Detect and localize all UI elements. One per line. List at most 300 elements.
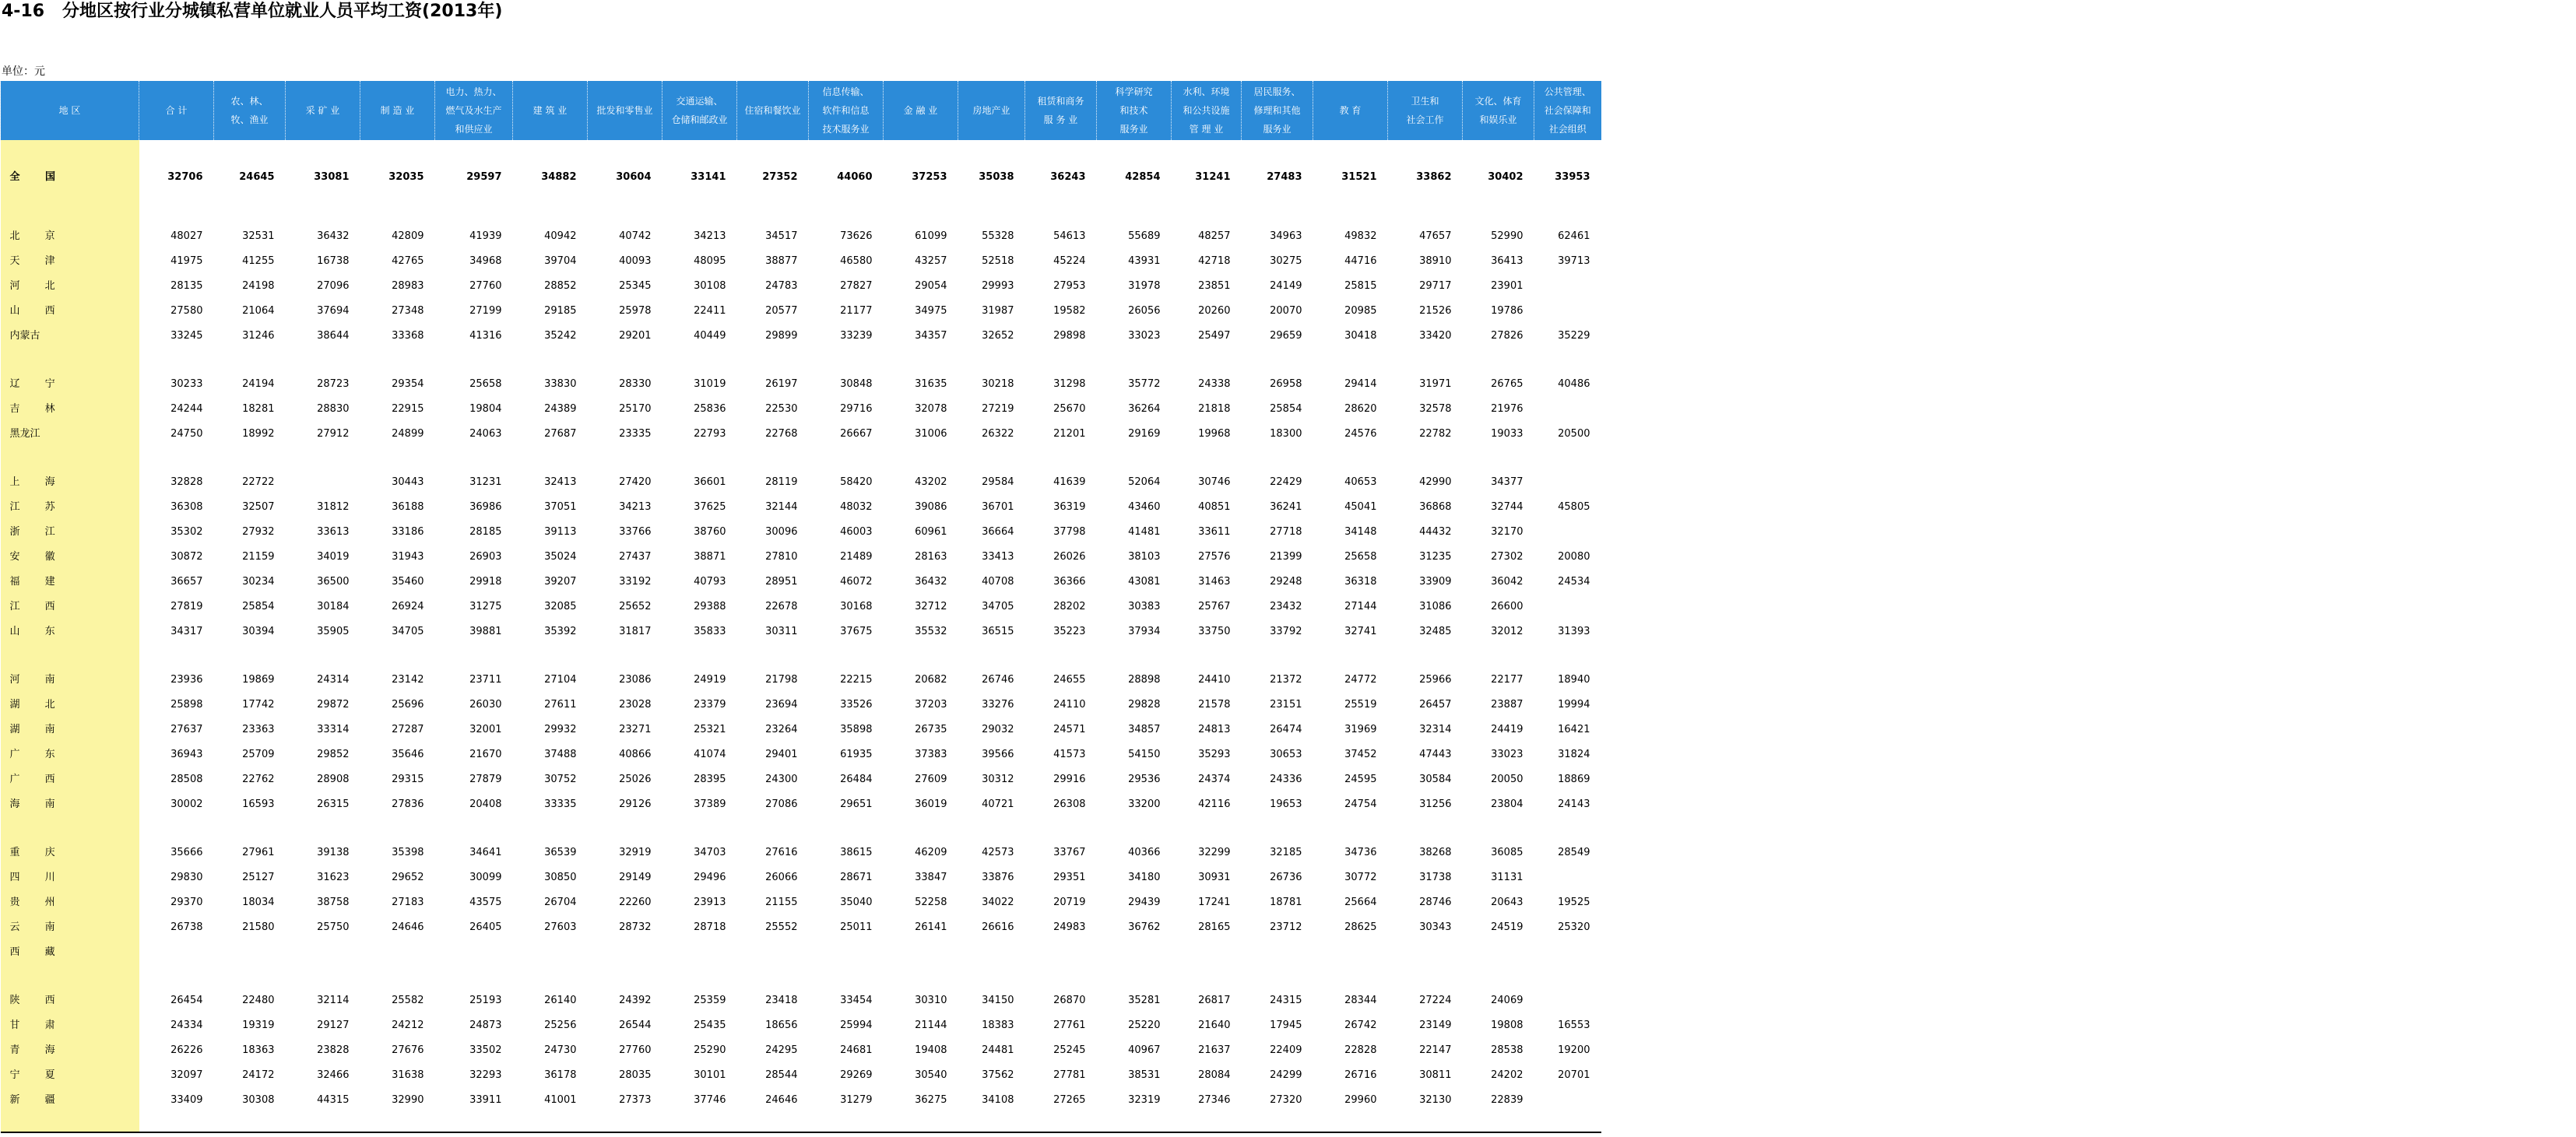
value-cell: 33023 — [1128, 330, 1161, 342]
value-cell: 23694 — [765, 699, 798, 711]
value-cell: 46580 — [840, 255, 873, 267]
value-cell: 40721 — [982, 798, 1014, 810]
value-cell: 36241 — [1270, 501, 1302, 513]
value-cell: 26056 — [1128, 305, 1161, 317]
table-row — [1, 865, 1601, 890]
value-cell: 20500 — [1558, 428, 1590, 440]
value-cell: 29828 — [1128, 699, 1161, 711]
value-cell: 27287 — [392, 724, 424, 735]
table-row — [1, 249, 1601, 274]
value-cell: 34377 — [1491, 476, 1523, 488]
value-cell: 24646 — [392, 921, 424, 933]
value-cell: 24646 — [765, 1094, 798, 1106]
value-cell: 25664 — [1344, 897, 1377, 908]
value-cell: 27348 — [392, 305, 424, 317]
table-row — [1, 767, 1601, 792]
value-cell: 18281 — [242, 403, 275, 415]
value-cell: 24873 — [469, 1019, 502, 1031]
value-cell: 25320 — [1558, 921, 1590, 933]
value-cell: 30772 — [1344, 872, 1377, 883]
value-cell: 29898 — [1053, 330, 1086, 342]
value-cell: 25994 — [840, 1019, 873, 1031]
value-cell: 24069 — [1491, 995, 1523, 1006]
value-cell — [884, 940, 958, 965]
value-cell: 37798 — [1053, 526, 1086, 538]
value-cell: 31393 — [1558, 626, 1590, 637]
value-cell: 33335 — [544, 798, 577, 810]
value-cell: 31738 — [1419, 872, 1452, 883]
value-cell: 33276 — [982, 699, 1014, 711]
value-cell: 31635 — [915, 378, 947, 390]
value-cell: 26226 — [170, 1044, 203, 1056]
value-cell: 32078 — [915, 403, 947, 415]
value-cell: 29717 — [1419, 280, 1452, 292]
value-cell: 34317 — [170, 626, 203, 637]
value-cell: 34357 — [915, 330, 947, 342]
value-cell: 44432 — [1419, 526, 1452, 538]
value-cell: 17241 — [1198, 897, 1231, 908]
value-cell: 27302 — [1491, 551, 1523, 563]
value-cell: 29414 — [1344, 378, 1377, 390]
value-cell: 29370 — [170, 897, 203, 908]
value-cell: 40866 — [619, 749, 652, 760]
value-cell: 27096 — [317, 280, 350, 292]
value-cell: 23828 — [317, 1044, 350, 1056]
value-cell: 24571 — [1053, 724, 1086, 735]
value-cell: 24143 — [1558, 798, 1590, 810]
value-cell: 29032 — [982, 724, 1014, 735]
value-cell: 16593 — [242, 798, 275, 810]
value-cell: 44060 — [837, 171, 873, 183]
value-cell: 48095 — [694, 255, 726, 267]
value-cell: 30218 — [982, 378, 1014, 390]
value-cell: 28908 — [317, 774, 350, 785]
value-cell: 30811 — [1419, 1069, 1452, 1081]
value-cell: 27420 — [619, 476, 652, 488]
value-cell: 24681 — [840, 1044, 873, 1056]
spacer-row — [1, 447, 1601, 470]
value-cell: 54150 — [1128, 749, 1161, 760]
value-cell: 36868 — [1419, 501, 1452, 513]
value-cell: 39207 — [544, 576, 577, 588]
value-cell: 21818 — [1198, 403, 1231, 415]
value-cell: 33502 — [469, 1044, 502, 1056]
value-cell: 19968 — [1198, 428, 1231, 440]
column-header: 居民服务、 修理和其他 服务业 — [1242, 81, 1313, 140]
value-cell: 25193 — [469, 995, 502, 1006]
value-cell: 36019 — [915, 798, 947, 810]
value-cell: 19033 — [1491, 428, 1523, 440]
value-cell: 37488 — [544, 749, 577, 760]
value-cell: 22429 — [1270, 476, 1302, 488]
value-cell — [214, 940, 286, 965]
value-cell: 31824 — [1558, 749, 1590, 760]
value-cell: 24202 — [1491, 1069, 1523, 1081]
value-cell: 40486 — [1558, 378, 1590, 390]
value-cell: 30308 — [242, 1094, 275, 1106]
value-cell: 42854 — [1125, 171, 1161, 183]
value-cell — [1388, 940, 1463, 965]
value-cell — [1534, 299, 1601, 324]
value-cell: 28732 — [619, 921, 652, 933]
value-cell — [435, 940, 513, 965]
value-cell: 29899 — [765, 330, 798, 342]
table-row — [1, 890, 1601, 915]
value-cell: 31978 — [1128, 280, 1161, 292]
region-cell: 广 西 — [1, 767, 139, 792]
value-cell: 26405 — [469, 921, 502, 933]
value-cell: 24334 — [170, 1019, 203, 1031]
value-cell: 30311 — [765, 626, 798, 637]
value-cell: 30443 — [392, 476, 424, 488]
value-cell: 16553 — [1558, 1019, 1590, 1031]
value-cell: 25345 — [619, 280, 652, 292]
value-cell: 35532 — [915, 626, 947, 637]
value-cell: 32507 — [242, 501, 275, 513]
value-cell — [1534, 397, 1601, 422]
value-cell: 26066 — [765, 872, 798, 883]
value-cell: 32012 — [1491, 626, 1523, 637]
value-cell: 35038 — [979, 171, 1014, 183]
value-cell: 52990 — [1491, 230, 1523, 242]
value-cell: 30931 — [1198, 872, 1231, 883]
value-cell: 27761 — [1053, 1019, 1086, 1031]
value-cell: 25497 — [1198, 330, 1231, 342]
value-cell: 30584 — [1419, 774, 1452, 785]
value-cell: 24110 — [1053, 699, 1086, 711]
table-row — [1, 742, 1601, 767]
value-cell: 22411 — [694, 305, 726, 317]
value-cell: 20260 — [1198, 305, 1231, 317]
value-cell: 27603 — [544, 921, 577, 933]
value-cell: 24392 — [619, 995, 652, 1006]
value-cell: 24338 — [1198, 378, 1231, 390]
value-cell: 33186 — [392, 526, 424, 538]
spacer-row — [1, 965, 1601, 988]
value-cell: 24244 — [170, 403, 203, 415]
column-header: 交通运输、 仓储和邮政业 — [662, 81, 737, 140]
value-cell: 31812 — [317, 501, 350, 513]
value-cell: 33141 — [691, 171, 726, 183]
value-cell: 30540 — [915, 1069, 947, 1081]
value-cell: 25966 — [1419, 674, 1452, 686]
value-cell: 27611 — [544, 699, 577, 711]
value-cell: 24645 — [239, 171, 275, 183]
spacer-row — [1, 349, 1601, 372]
value-cell — [1534, 988, 1601, 1013]
value-cell: 36275 — [915, 1094, 947, 1106]
value-cell: 35281 — [1128, 995, 1161, 1006]
value-cell — [662, 940, 737, 965]
value-cell: 26716 — [1344, 1069, 1377, 1081]
region-cell: 北 京 — [1, 224, 139, 249]
value-cell: 27144 — [1344, 601, 1377, 612]
value-cell: 40093 — [619, 255, 652, 267]
value-cell: 29439 — [1128, 897, 1161, 908]
value-cell: 34108 — [982, 1094, 1014, 1106]
value-cell: 25220 — [1128, 1019, 1161, 1031]
value-cell: 31987 — [982, 305, 1014, 317]
value-cell: 34022 — [982, 897, 1014, 908]
value-cell: 19994 — [1558, 699, 1590, 711]
value-cell: 32314 — [1419, 724, 1452, 735]
value-cell: 29651 — [840, 798, 873, 810]
value-cell: 29388 — [694, 601, 726, 612]
value-cell: 31817 — [619, 626, 652, 637]
value-cell: 20408 — [469, 798, 502, 810]
value-cell: 21798 — [765, 674, 798, 686]
value-cell: 29201 — [619, 330, 652, 342]
value-cell: 32828 — [170, 476, 203, 488]
value-cell: 24534 — [1558, 576, 1590, 588]
region-cell: 云 南 — [1, 915, 139, 940]
value-cell: 31246 — [242, 330, 275, 342]
value-cell: 55689 — [1128, 230, 1161, 242]
value-cell: 36701 — [982, 501, 1014, 513]
spacer-row — [1, 644, 1601, 668]
value-cell: 38531 — [1128, 1069, 1161, 1081]
value-cell: 22839 — [1491, 1094, 1523, 1106]
value-cell: 36515 — [982, 626, 1014, 637]
value-cell: 23913 — [694, 897, 726, 908]
value-cell: 30752 — [544, 774, 577, 785]
value-cell — [1534, 520, 1601, 545]
value-cell: 33767 — [1053, 847, 1086, 858]
value-cell: 20682 — [915, 674, 947, 686]
value-cell: 23804 — [1491, 798, 1523, 810]
value-cell: 38871 — [694, 551, 726, 563]
region-cell: 吉 林 — [1, 397, 139, 422]
column-header: 信息传输、 软件和信息 技术服务业 — [809, 81, 884, 140]
value-cell: 41255 — [242, 255, 275, 267]
value-cell — [1025, 940, 1097, 965]
table-row — [1, 940, 1601, 965]
table-row — [1, 545, 1601, 570]
value-cell: 30002 — [170, 798, 203, 810]
value-cell: 28671 — [840, 872, 873, 883]
value-cell: 23028 — [619, 699, 652, 711]
value-cell: 19869 — [242, 674, 275, 686]
value-cell: 24295 — [765, 1044, 798, 1056]
value-cell: 47657 — [1419, 230, 1452, 242]
value-cell: 29918 — [469, 576, 502, 588]
value-cell: 30418 — [1344, 330, 1377, 342]
value-cell: 25552 — [765, 921, 798, 933]
value-cell: 29127 — [317, 1019, 350, 1031]
value-cell: 25978 — [619, 305, 652, 317]
value-cell: 24783 — [765, 280, 798, 292]
value-cell: 28344 — [1344, 995, 1377, 1006]
value-cell: 32485 — [1419, 626, 1452, 637]
value-cell: 38644 — [317, 330, 350, 342]
value-cell: 43202 — [915, 476, 947, 488]
region-cell: 辽 宁 — [1, 372, 139, 397]
value-cell: 27609 — [915, 774, 947, 785]
table-row — [1, 274, 1601, 299]
value-cell: 33862 — [1416, 171, 1452, 183]
value-cell: 18869 — [1558, 774, 1590, 785]
value-cell: 33847 — [915, 872, 947, 883]
value-cell: 28852 — [544, 280, 577, 292]
value-cell: 21144 — [915, 1019, 947, 1031]
value-cell: 18363 — [242, 1044, 275, 1056]
column-header: 科学研究 和技术 服务业 — [1097, 81, 1172, 140]
table-row — [1, 224, 1601, 249]
value-cell: 35772 — [1128, 378, 1161, 390]
value-cell: 24754 — [1344, 798, 1377, 810]
value-cell: 24198 — [242, 280, 275, 292]
region-cell: 河 南 — [1, 668, 139, 693]
value-cell: 28202 — [1053, 601, 1086, 612]
value-cell: 21670 — [469, 749, 502, 760]
region-cell: 湖 南 — [1, 718, 139, 742]
value-cell: 33200 — [1128, 798, 1161, 810]
column-header: 金 融 业 — [884, 81, 958, 140]
value-cell: 27932 — [242, 526, 275, 538]
value-cell: 36413 — [1491, 255, 1523, 267]
value-cell: 30096 — [765, 526, 798, 538]
value-cell: 48257 — [1198, 230, 1231, 242]
region-cell: 全 国 — [1, 154, 139, 201]
value-cell: 40793 — [694, 576, 726, 588]
region-cell: 陕 西 — [1, 988, 139, 1013]
region-cell: 江 苏 — [1, 495, 139, 520]
value-cell: 39113 — [544, 526, 577, 538]
value-cell: 32741 — [1344, 626, 1377, 637]
value-cell: 25127 — [242, 872, 275, 883]
spacer-row — [1, 201, 1601, 224]
value-cell: 26140 — [544, 995, 577, 1006]
value-cell: 27373 — [619, 1094, 652, 1106]
value-cell: 24374 — [1198, 774, 1231, 785]
spacer-row — [1, 140, 1601, 154]
value-cell: 32919 — [619, 847, 652, 858]
value-cell: 30848 — [840, 378, 873, 390]
value-cell: 36500 — [317, 576, 350, 588]
value-cell: 33792 — [1270, 626, 1302, 637]
value-cell: 25011 — [840, 921, 873, 933]
value-cell: 27437 — [619, 551, 652, 563]
value-cell: 40967 — [1128, 1044, 1161, 1056]
value-cell — [139, 940, 214, 965]
value-cell: 25582 — [392, 995, 424, 1006]
value-cell: 30310 — [915, 995, 947, 1006]
value-cell: 32990 — [392, 1094, 424, 1106]
column-header: 农、林、 牧、渔业 — [214, 81, 286, 140]
value-cell: 25696 — [392, 699, 424, 711]
value-cell: 30604 — [616, 171, 652, 183]
value-cell: 42765 — [392, 255, 424, 267]
value-cell: 31086 — [1419, 601, 1452, 612]
value-cell: 16738 — [317, 255, 350, 267]
value-cell: 39704 — [544, 255, 577, 267]
region-cell: 湖 北 — [1, 693, 139, 718]
value-cell: 29830 — [170, 872, 203, 883]
region-cell: 河 北 — [1, 274, 139, 299]
value-cell: 26308 — [1053, 798, 1086, 810]
value-cell: 52258 — [915, 897, 947, 908]
value-cell: 33368 — [392, 330, 424, 342]
value-cell — [1313, 940, 1388, 965]
value-cell: 38268 — [1419, 847, 1452, 858]
value-cell: 30383 — [1128, 601, 1161, 612]
value-cell: 34705 — [392, 626, 424, 637]
value-cell: 27687 — [544, 428, 577, 440]
value-cell: 24212 — [392, 1019, 424, 1031]
value-cell: 35646 — [392, 749, 424, 760]
table-row — [1, 1038, 1601, 1063]
value-cell: 43257 — [915, 255, 947, 267]
value-cell: 27199 — [469, 305, 502, 317]
value-cell: 23432 — [1270, 601, 1302, 612]
value-cell: 25026 — [619, 774, 652, 785]
region-cell: 山 西 — [1, 299, 139, 324]
wage-table — [0, 81, 1601, 1133]
value-cell: 24336 — [1270, 774, 1302, 785]
region-cell: 福 建 — [1, 570, 139, 595]
value-cell: 42809 — [392, 230, 424, 242]
value-cell: 37253 — [912, 171, 947, 183]
value-cell: 27576 — [1198, 551, 1231, 563]
value-cell: 20050 — [1491, 774, 1523, 785]
value-cell: 33750 — [1198, 626, 1231, 637]
value-cell: 42718 — [1198, 255, 1231, 267]
value-cell: 24314 — [317, 674, 350, 686]
value-cell: 37675 — [840, 626, 873, 637]
value-cell: 20719 — [1053, 897, 1086, 908]
table-row — [1, 422, 1601, 447]
value-cell: 17945 — [1270, 1019, 1302, 1031]
table-row — [1, 988, 1601, 1013]
value-cell: 32413 — [544, 476, 577, 488]
value-cell: 30233 — [170, 378, 203, 390]
value-cell: 31256 — [1419, 798, 1452, 810]
value-cell: 33876 — [982, 872, 1014, 883]
value-cell: 36042 — [1491, 576, 1523, 588]
value-cell: 36986 — [469, 501, 502, 513]
value-cell: 26924 — [392, 601, 424, 612]
value-cell: 29872 — [317, 699, 350, 711]
value-cell: 22768 — [765, 428, 798, 440]
value-cell: 35302 — [170, 526, 203, 538]
value-cell: 22530 — [765, 403, 798, 415]
value-cell: 25321 — [694, 724, 726, 735]
value-cell: 36432 — [915, 576, 947, 588]
value-cell: 37452 — [1344, 749, 1377, 760]
value-cell: 20985 — [1344, 305, 1377, 317]
column-header: 公共管理、 社会保障和 社会组织 — [1534, 81, 1601, 140]
value-cell: 22828 — [1344, 1044, 1377, 1056]
value-cell: 44315 — [317, 1094, 350, 1106]
value-cell: 33454 — [840, 995, 873, 1006]
value-cell: 24576 — [1344, 428, 1377, 440]
value-cell: 29852 — [317, 749, 350, 760]
column-header: 租赁和商务 服 务 业 — [1025, 81, 1097, 140]
value-cell: 30168 — [840, 601, 873, 612]
value-cell: 24389 — [544, 403, 577, 415]
value-cell: 23363 — [242, 724, 275, 735]
value-cell: 27104 — [544, 674, 577, 686]
value-cell: 54613 — [1053, 230, 1086, 242]
value-cell: 24813 — [1198, 724, 1231, 735]
value-cell: 23142 — [392, 674, 424, 686]
page-title: 4-16 分地区按行业分城镇私营单位就业人员平均工资(2013年) — [2, 2, 503, 21]
value-cell: 28163 — [915, 551, 947, 563]
value-cell: 30850 — [544, 872, 577, 883]
value-cell: 32744 — [1491, 501, 1523, 513]
value-cell: 34963 — [1270, 230, 1302, 242]
value-cell: 36664 — [982, 526, 1014, 538]
